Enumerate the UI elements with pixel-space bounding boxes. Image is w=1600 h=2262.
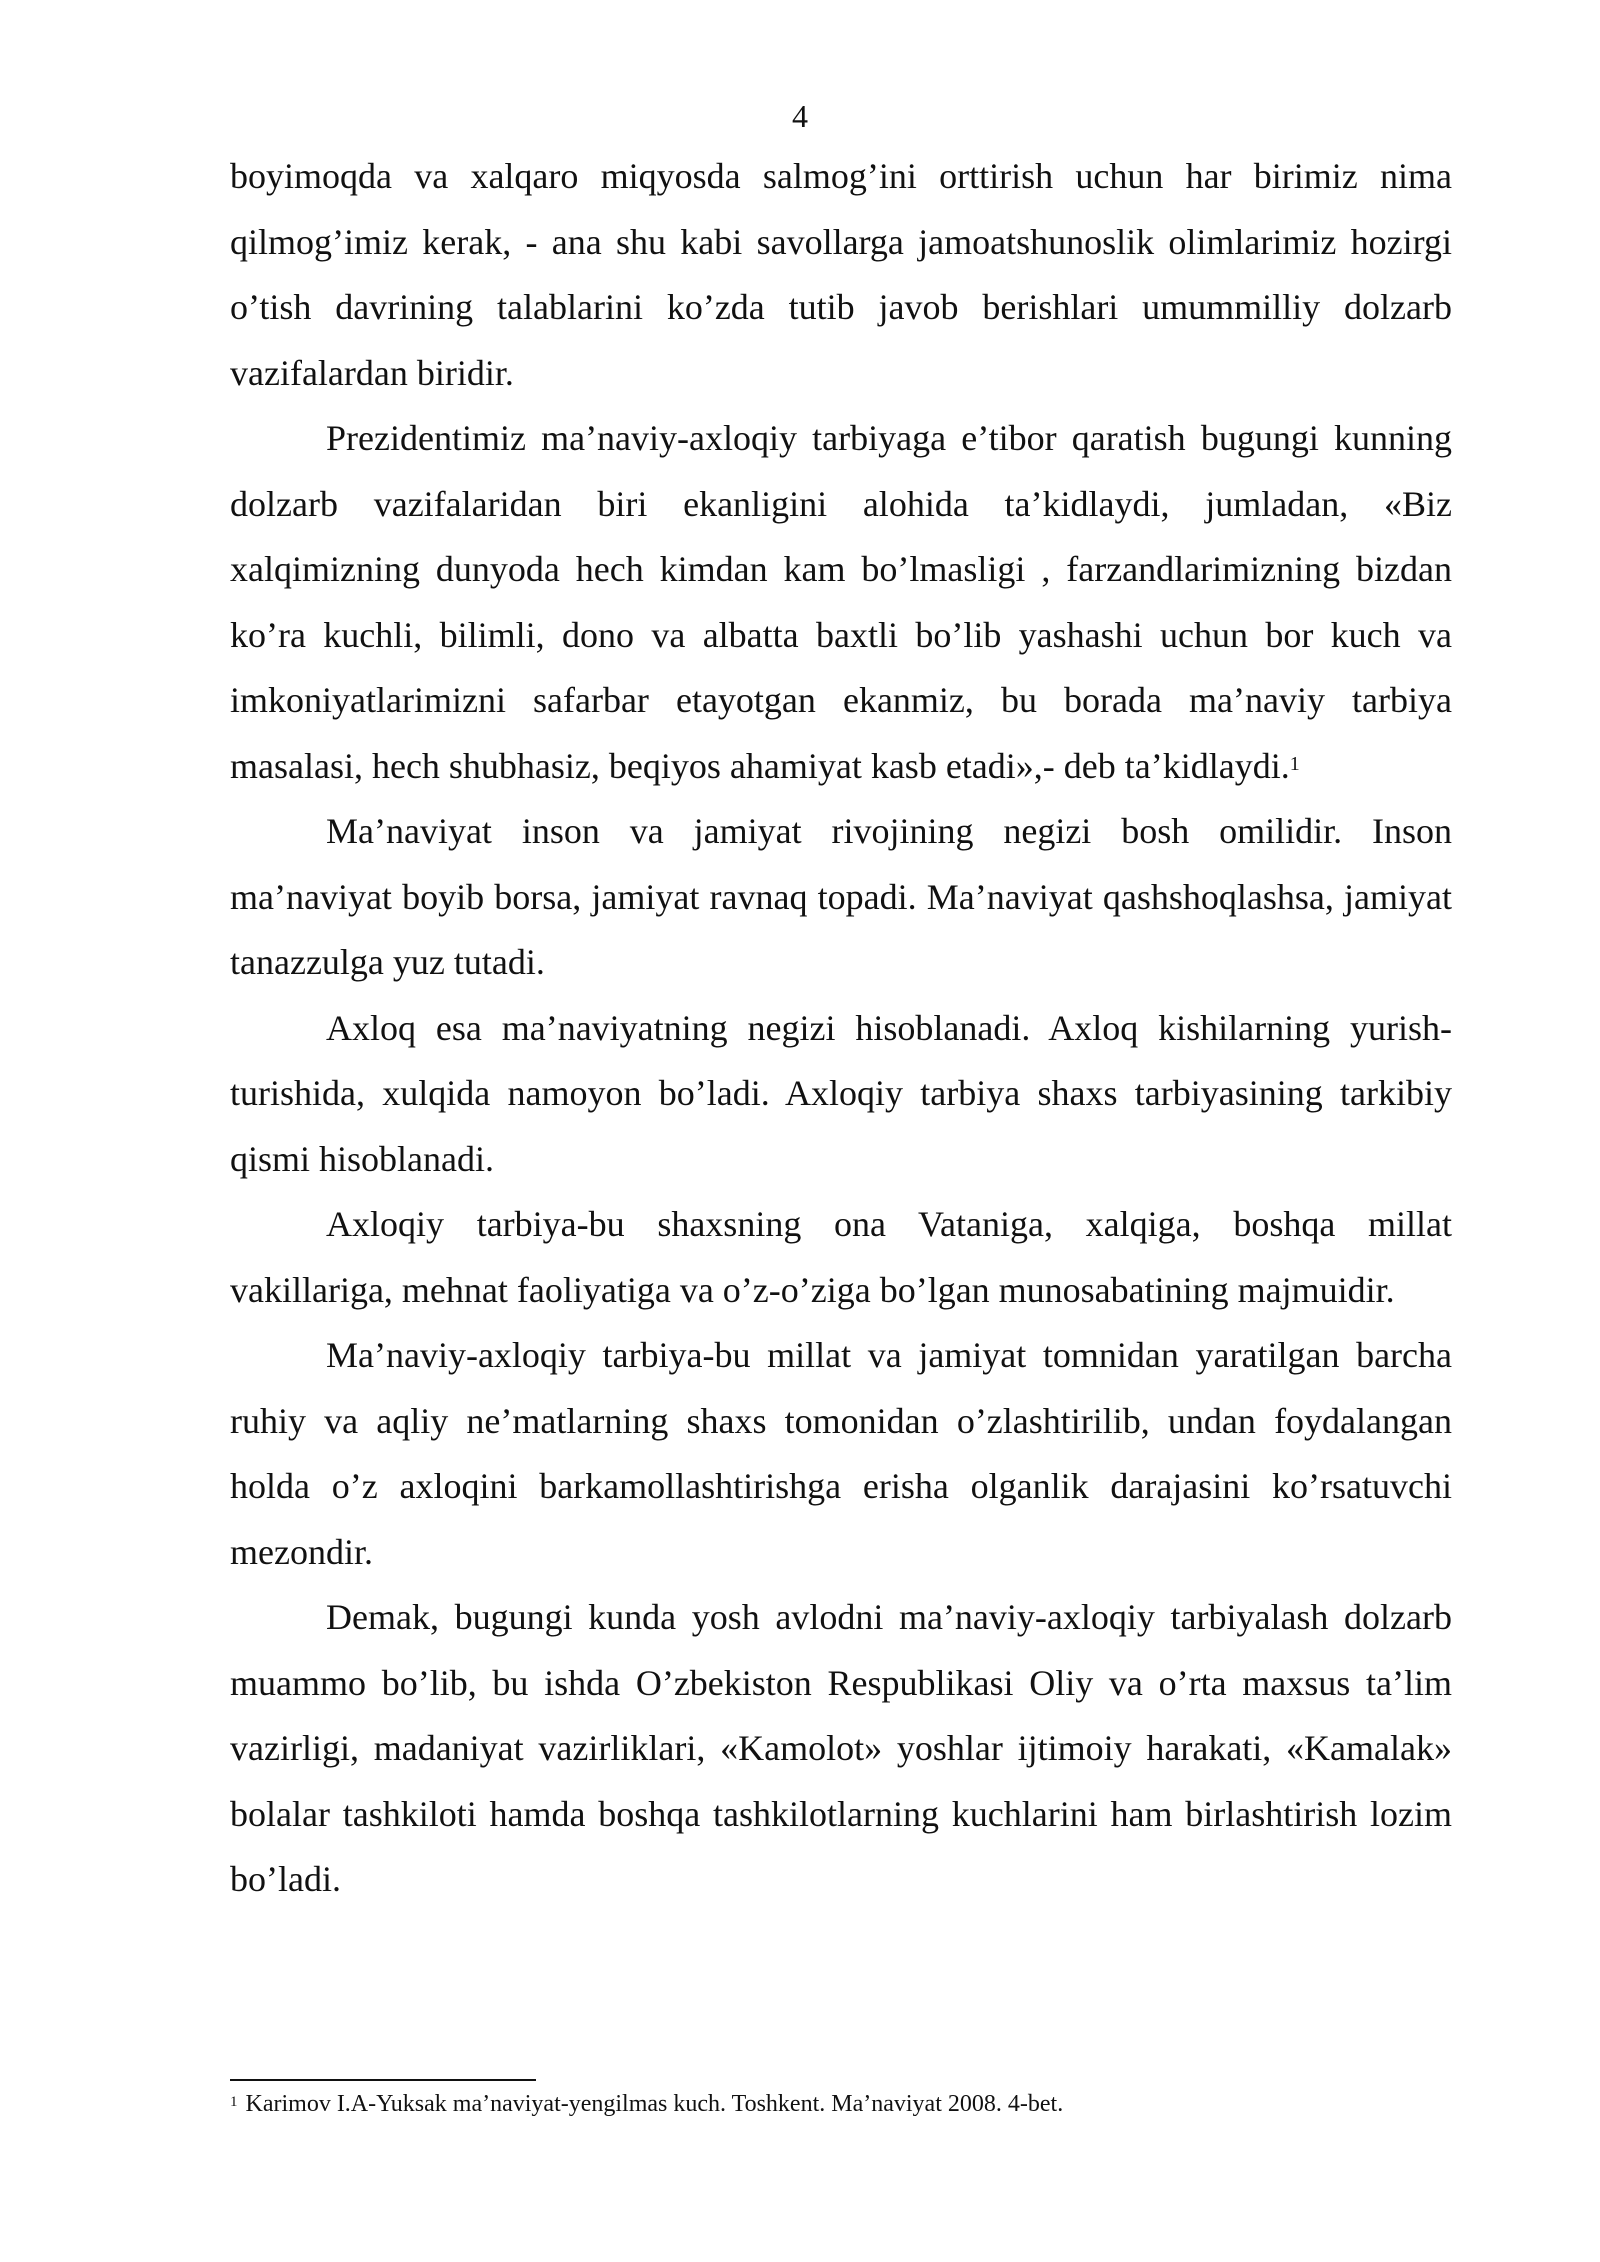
footnote-separator	[230, 2079, 536, 2081]
page-number: 4	[792, 98, 808, 134]
paragraph-axloqiy-tarbiya: Axloqiy tarbiya-bu shaxsning ona Vataniga, xalqiga, boshqa millat vakillariga, mehnat faoliyatiga va o’z-o’ziga bo’lgan munosabatining majmuidir.	[230, 1204, 1452, 1310]
paragraph-manaviyat: Ma’naviyat inson va jamiyat rivojining negizi bosh omilidir. Inson ma’naviyat boyib borsa, jamiyat ravnaq topadi. Ma’naviyat qashshoqlashsa, jamiyat tanazzulga yuz tutadi.	[230, 811, 1452, 982]
footnote	[230, 2088, 1452, 2120]
paragraph-president-quote	[230, 406, 1452, 799]
footnote-reference[interactable]: 1	[1289, 752, 1300, 775]
paragraph-manaviy-axloqiy-tarbiya: Ma’naviy-axloqiy tarbiya-bu millat va jamiyat tomnidan yaratilgan barcha ruhiy va aqliy ne’matlarning shaxs tomonidan o’zlashtirilib, undan foydalangan holda o’z axloqini barkamollashtirishga erisha olganlik darajasini ko’rsatuvchi mezondir.	[230, 1335, 1452, 1572]
paragraph-demak: Demak, bugungi kunda yosh avlodni ma’naviy-axloqiy tarbiyalash dolzarb muammo bo’lib, bu ishda O’zbekiston Respublikasi Oliy va o’rta maxsus ta’lim vazirligi, madaniyat vazirliklari, «Kamolot» yoshlar ijtimoiy harakati, «Kamalak» bolalar tashkiloti hamda boshqa tashkilotlarning kuchlarini ham birlashtirish lozim bo’ladi.	[230, 1597, 1452, 1899]
paragraph-text: Prezidentimiz ma’naviy-axloqiy tarbiyaga e’tibor qaratish bugungi kunning dolzarb vazifalaridan biri ekanligini alohida ta’kidlaydi, jumladan, «Biz xalqimizning dunyoda hech kimdan kam bo’lmasligi , farzandlarimizning bizdan ko’ra kuchli, bilimli, dono va albatta baxtli bo’lib yashashi uchun bor kuch va imkoniyatlarimizni safarbar etayotgan ekanmiz, bu borada ma’naviy tarbiya masalasi, hech shubhasiz, beqiyos ahamiyat kasb etadi»,- deb ta’kidlaydi.	[230, 418, 1452, 786]
body-text	[230, 144, 1452, 1913]
footnote-text: Karimov I.A-Yuksak ma’naviyat-yengilmas kuch. Toshkent. Ma’naviyat 2008. 4-bet.	[245, 2091, 1064, 2117]
paragraph-continuation: boyimoqda va xalqaro miqyosda salmog’ini orttirish uchun har birimiz nima qilmog’imiz kerak, - ana shu kabi savollarga jamoatshunoslik olimlarimiz hozirgi o’tish davrining talablarini ko’zda tutib javob berishlari umummilliy dolzarb vazifalardan biridir.	[230, 156, 1452, 393]
footnote-marker: 1	[230, 2094, 238, 2110]
paragraph-axloq: Axloq esa ma’naviyatning negizi hisoblanadi. Axloq kishilarning yurish-turishida, xulqida namoyon bo’ladi. Axloqiy tarbiya shaxs tarbiyasining tarkibiy qismi hisoblanadi.	[230, 1007, 1452, 1179]
